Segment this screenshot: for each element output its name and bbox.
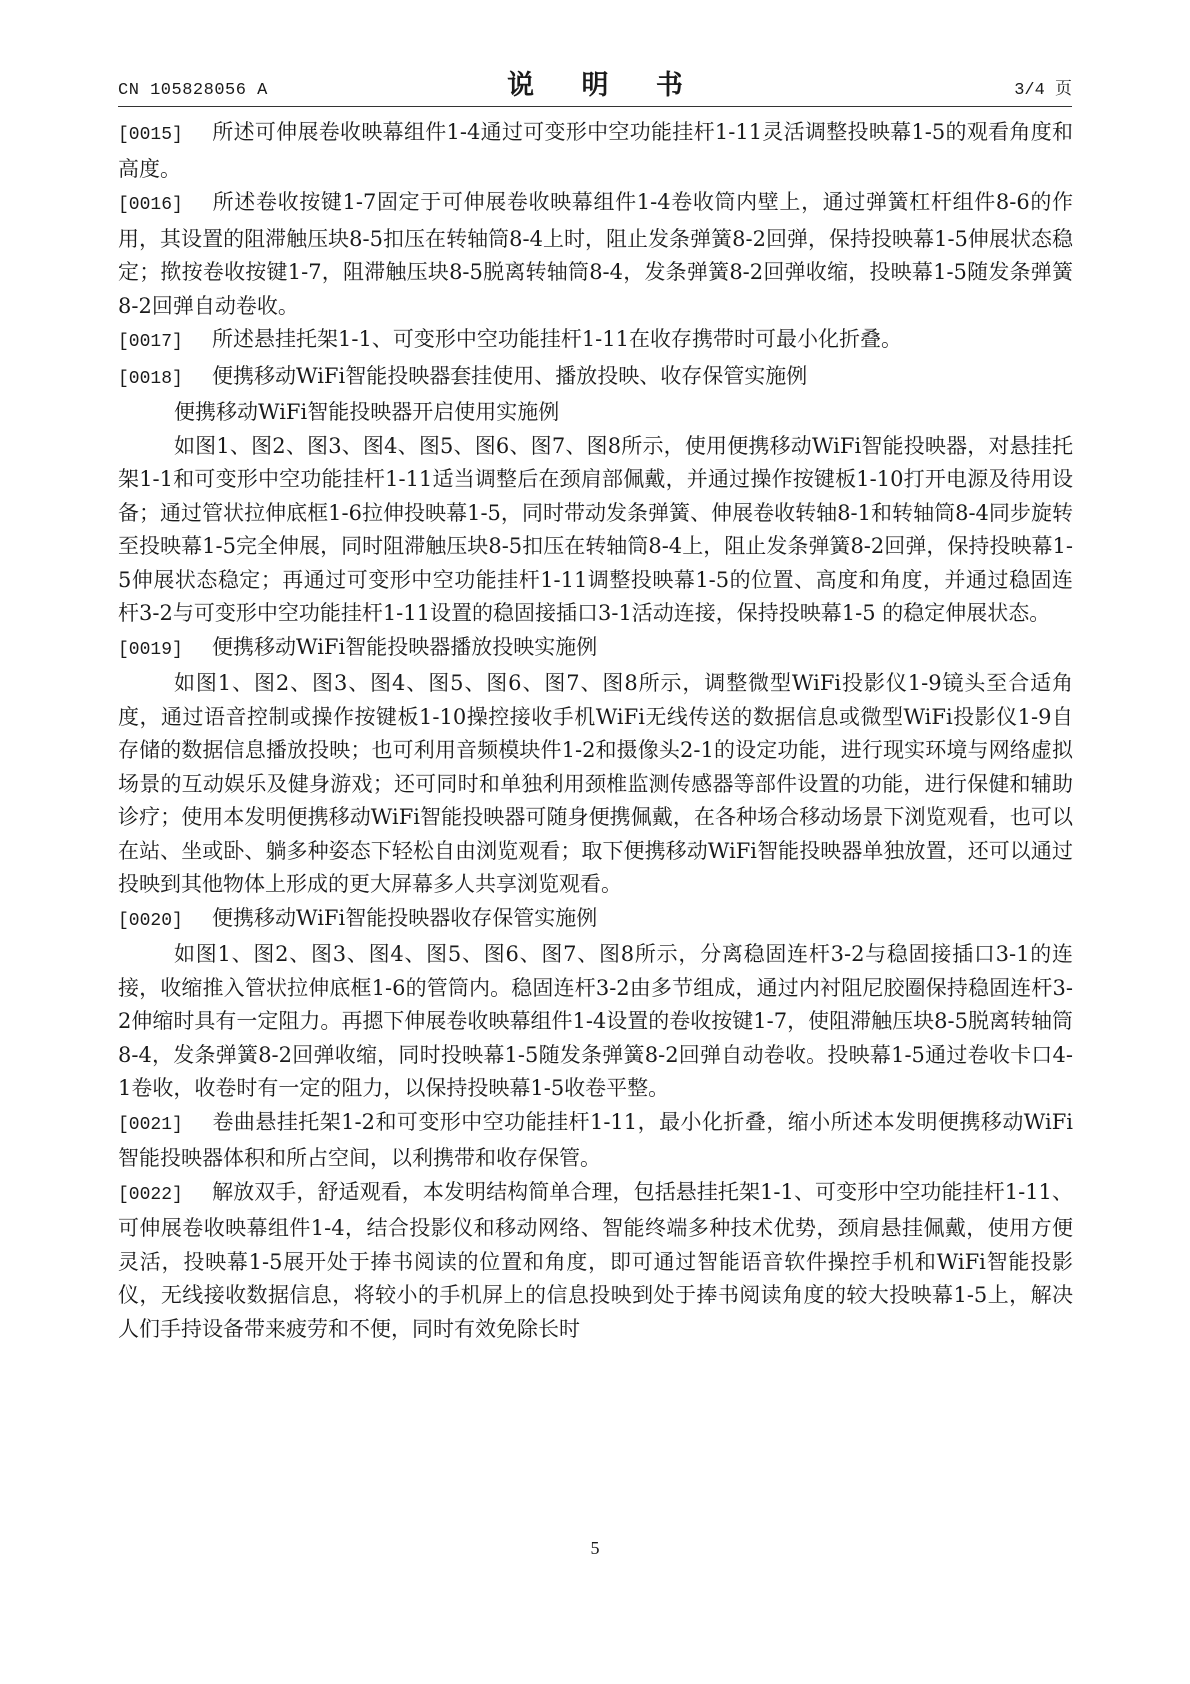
paragraph-text: 所述可伸展卷收映幕组件1-4通过可变形中空功能挂杆1-11灵活调整投映幕1-5的观看角度和高度。 <box>118 120 1073 181</box>
page-indicator: 3/4 页 <box>1014 81 1072 100</box>
paragraph-text: 便携移动WiFi智能投映器收存保管实施例 <box>212 905 598 930</box>
paragraph-text: 卷曲悬挂托架1-2和可变形中空功能挂杆1-11，最小化折叠，缩小所述本发明便携移动WiFi智能投映器体积和所占空间，以利携带和收存保管。 <box>118 1109 1073 1170</box>
paragraph-text: 如图1、图2、图3、图4、图5、图6、图7、图8所示，调整微型WiFi投影仪1-9镜头至合适角度，通过语音控制或操作按键板1-10操控接收手机WiFi无线传送的数据信息或微型WiFi投影仪1-9自存储的数据信息播放投映；也可利用音频模块件1-2和摄像头2-1的设定功能，进行现实环境与网络虚拟场景的互动娱乐及健身游戏；还可同时和单独利用颈椎监测传感器等部件设置的功能，进行保健和辅助诊疗；使用本发明便携移动WiFi智能投映器可随身便携佩戴，在各种场合移动场景下浏览观看，也可以在站、坐或卧、躺多种姿态下轻松自由浏览观看；取下便携移动WiFi智能投映器单独放置，还可以通过投映到其他物体上形成的更大屏幕多人共享浏览观看。 <box>118 671 1073 896</box>
paragraph-text: 便携移动WiFi智能投映器播放投映实施例 <box>212 634 598 659</box>
paragraph-text: 便携移动WiFi智能投映器套挂使用、播放投映、收存保管实施例 <box>212 363 808 388</box>
paragraph-0021 <box>118 1106 1073 1176</box>
paragraph-text: 所述卷收按键1-7固定于可伸展卷收映幕组件1-4卷收筒内壁上，通过弹簧杠杆组件8-6的作用，其设置的阻滞触压块8-5扣压在转轴筒8-4上时，阻止发条弹簧8-2回弹，保持投映幕1-5伸展状态稳定；揿按卷收按键1-7，阻滞触压块8-5脱离转轴筒8-4，发条弹簧8-2回弹收缩，投映幕1-5随发条弹簧8-2回弹自动卷收。 <box>118 190 1073 318</box>
paragraph-0019 <box>118 631 1073 668</box>
header-divider <box>118 106 1072 107</box>
paragraph-0015 <box>118 116 1073 186</box>
paragraph-0022 <box>118 1176 1073 1347</box>
paragraph-0016 <box>118 186 1073 323</box>
paragraph-0018 <box>118 360 1073 397</box>
paragraph-number: [0019] <box>118 639 183 660</box>
paragraph-number: [0016] <box>118 195 183 215</box>
paragraph-number: [0020] <box>118 910 183 931</box>
page-header <box>118 62 1072 106</box>
page-title: 说 明 书 <box>507 70 702 101</box>
page-number: 5 <box>590 1538 600 1558</box>
paragraph-text: 所述悬挂托架1-1、可变形中空功能挂杆1-11在收存携带时可最小化折叠。 <box>212 327 902 351</box>
subheading-usage-example: 便携移动WiFi智能投映器开启使用实施例 <box>174 400 560 424</box>
paragraph-number: [0022] <box>118 1184 183 1205</box>
paragraph-text: 如图1、图2、图3、图4、图5、图6、图7、图8所示，分离稳固连杆3-2与稳固接插口3-1的连接，收缩推入管状拉伸底框1-6的管筒内。稳固连杆3-2由多节组成，通过内衬阻尼胶圈保持稳固连杆3-2伸缩时具有一定阻力。再摁下伸展卷收映幕组件1-4设置的卷收按键1-7，使阻滞触压块8-5脱离转轴筒8-4，发条弹簧8-2回弹收缩，同时投映幕1-5随发条弹簧8-2回弹自动卷收。投映幕1-5通过卷收卡口4-1卷收，收卷时有一定的阻力，以保持投映幕1-5收卷平整。 <box>118 942 1073 1100</box>
paragraph-number: [0021] <box>118 1114 183 1135</box>
paragraph-number: [0015] <box>118 125 183 145</box>
paragraph-text: 解放双手，舒适观看，本发明结构简单合理，包括悬挂托架1-1、可变形中空功能挂杆1-11、可伸展卷收映幕组件1-4，结合投影仪和移动网络、智能终端多种技术优势，颈肩悬挂佩戴，使用方便灵活，投映幕1-5展开处于捧书阅读的位置和角度，即可通过智能语音软件操控手机和WiFi智能投影仪，无线接收数据信息，将较小的手机屏上的信息投映到处于捧书阅读角度的较大投映幕1-5上，解决人们手持设备带来疲劳和不便，同时有效免除长时 <box>118 1179 1073 1341</box>
document-body <box>118 116 1073 1346</box>
paragraph-number: [0018] <box>118 368 183 389</box>
paragraph-0017 <box>118 323 1073 360</box>
paragraph-0020 <box>118 902 1073 939</box>
document-number: CN 105828056 A <box>118 81 268 100</box>
paragraph-number: [0017] <box>118 332 183 352</box>
paragraph-text: 如图1、图2、图3、图4、图5、图6、图7、图8所示，使用便携移动WiFi智能投映器，对悬挂托架1-1和可变形中空功能挂杆1-11适当调整后在颈肩部佩戴，并通过操作按键板1-10打开电源及待用设备；通过管状拉伸底框1-6拉伸投映幕1-5，同时带动发条弹簧、伸展卷收转轴8-1和转轴筒8-4同步旋转至投映幕1-5完全伸展，同时阻滞触压块8-5扣压在转轴筒8-4上，阻止发条弹簧8-2回弹，保持投映幕1-5伸展状态稳定；再通过可变形中空功能挂杆1-11调整投映幕1-5的位置、高度和角度，并通过稳固连杆3-2与可变形中空功能挂杆1-11设置的稳固接插口3-1活动连接，保持投映幕1-5 的稳定伸展状态。 <box>118 433 1073 625</box>
